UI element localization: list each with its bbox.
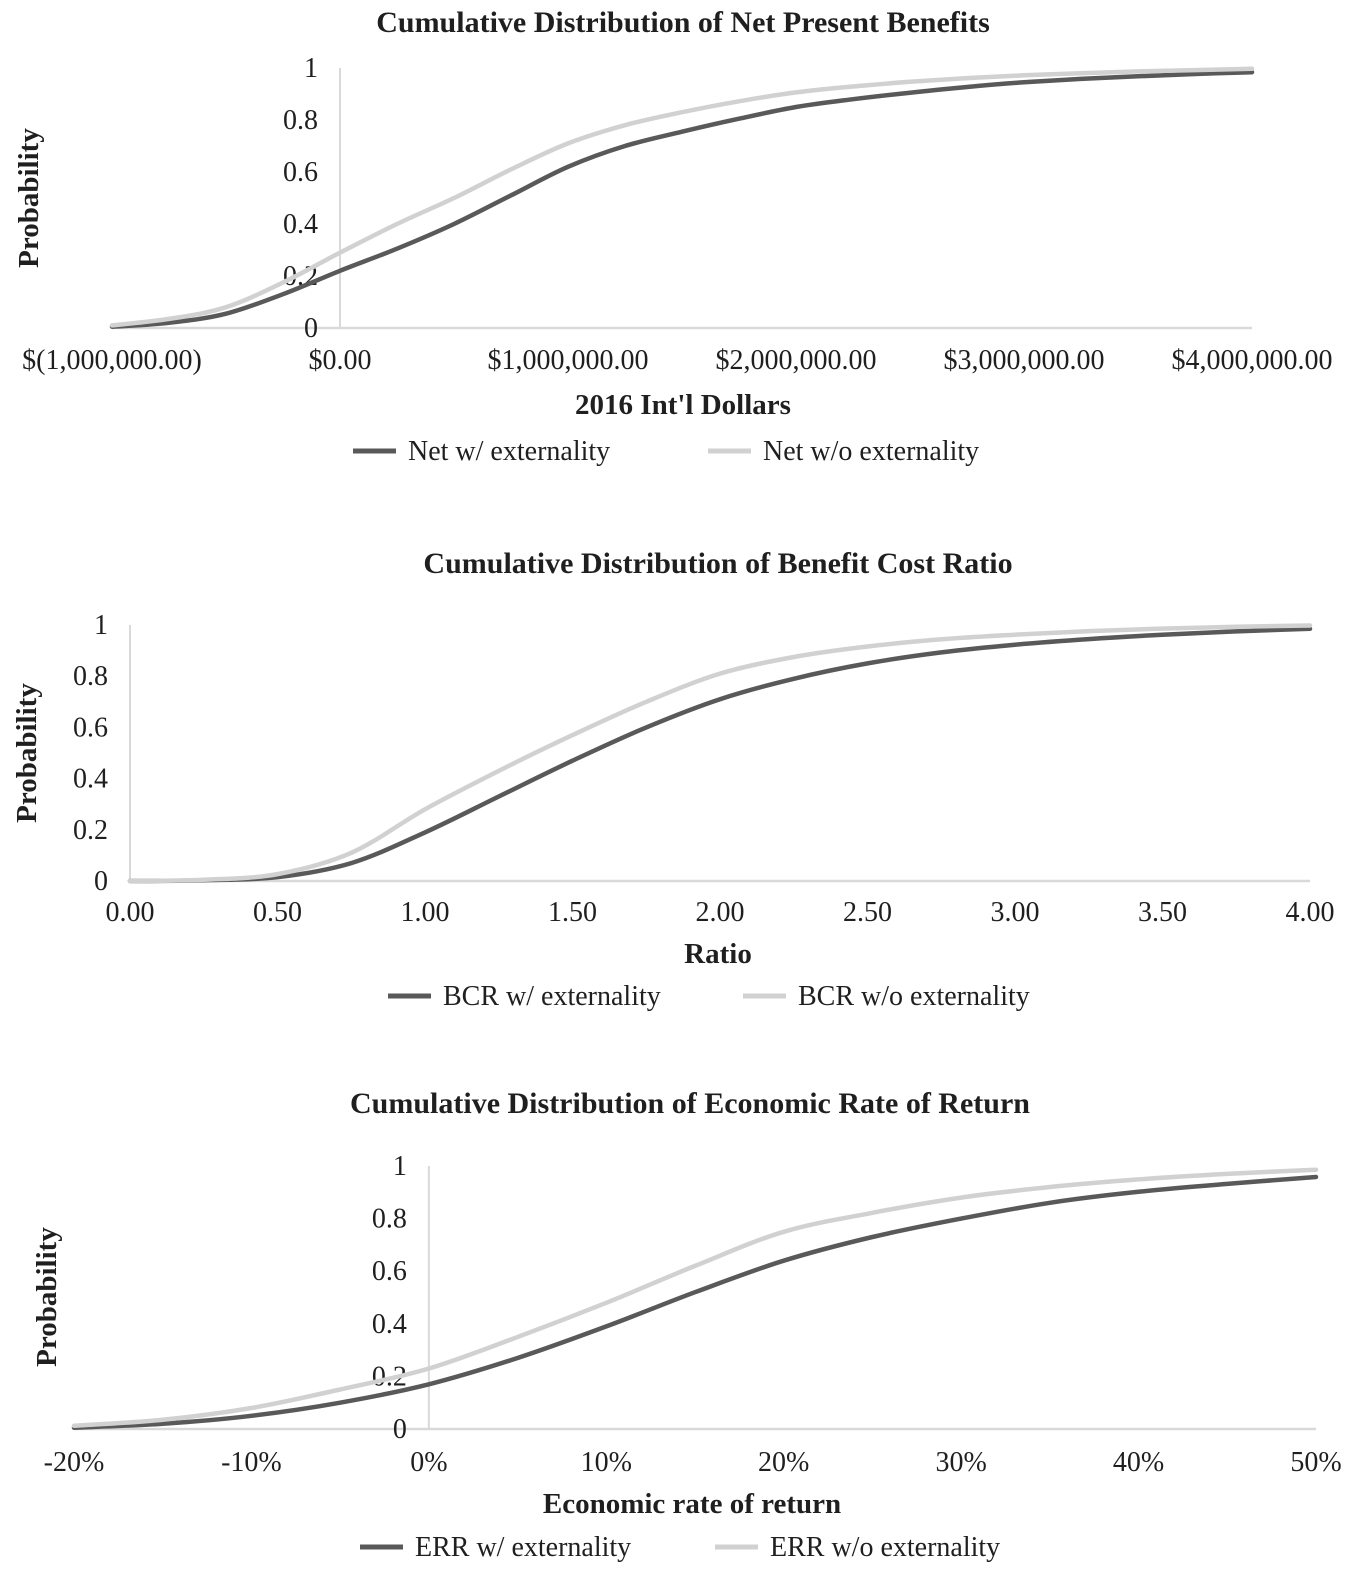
plot-area (22, 53, 1332, 376)
x-axis-title: Ratio (684, 938, 752, 970)
x-tick-label: -10% (221, 1447, 282, 1478)
x-tick-label: 0.50 (253, 897, 302, 928)
x-tick-label: 2.50 (843, 897, 892, 928)
y-tick-label: 0.6 (73, 712, 108, 744)
series-curve (130, 626, 1310, 882)
y-tick-label: 0.2 (371, 1361, 407, 1393)
y-tick-label: 0.8 (73, 661, 108, 693)
x-axis-title: 2016 Int'l Dollars (575, 389, 791, 421)
chart-bcr (0, 520, 1365, 1060)
chart-title: Cumulative Distribution of Economic Rate of Return (350, 1087, 1030, 1120)
y-tick-label: 1 (304, 53, 318, 84)
x-tick-label: $2,000,000.00 (715, 345, 877, 376)
legend-label-light: ERR w/o externality (770, 1532, 1001, 1563)
x-tick-label: 4.00 (1285, 897, 1335, 928)
legend (388, 981, 1030, 1012)
y-tick-label: 0.6 (283, 157, 318, 188)
x-tick-label: $4,000,000.00 (1171, 345, 1333, 376)
x-tick-label: 3.00 (990, 897, 1040, 928)
y-axis-title: Probability (13, 128, 45, 268)
y-tick-label: 0.2 (283, 261, 318, 292)
x-tick-label: 20% (758, 1447, 810, 1478)
x-tick-label: 1.50 (548, 897, 597, 928)
series-curve (74, 1170, 1316, 1426)
y-tick-label: 1 (392, 1151, 407, 1182)
y-tick-label: 0 (304, 313, 318, 344)
x-tick-label: 0.00 (105, 897, 155, 928)
x-tick-label: 40% (1112, 1447, 1165, 1478)
y-tick-label: 0 (392, 1414, 407, 1445)
y-tick-label: 0 (94, 866, 108, 897)
y-tick-label: 0.2 (73, 814, 108, 846)
legend-label-light: BCR w/o externality (798, 981, 1030, 1012)
x-tick-label: 50% (1290, 1447, 1342, 1478)
y-tick-label: 0.4 (283, 209, 318, 240)
series-curve (130, 629, 1310, 881)
legend-label-dark: ERR w/ externality (415, 1532, 632, 1563)
x-tick-label: $1,000,000.00 (487, 345, 649, 376)
x-tick-label: $0.00 (308, 345, 372, 376)
x-tick-label: 1.00 (400, 897, 450, 928)
x-tick-label: 10% (580, 1447, 632, 1478)
x-axis-title: Economic rate of return (542, 1488, 842, 1520)
x-tick-label: -20% (43, 1447, 105, 1478)
legend-label-dark: Net w/ externality (408, 436, 611, 467)
chart-title: Cumulative Distribution of Net Present Benefits (376, 6, 990, 39)
chart-err (0, 1060, 1365, 1586)
y-tick-label: 0.4 (73, 763, 108, 795)
legend (353, 436, 979, 467)
y-axis-title: Probability (11, 683, 43, 823)
legend-label-light: Net w/o externality (763, 436, 980, 467)
series-curve (74, 1177, 1316, 1428)
x-tick-label: $3,000,000.00 (943, 345, 1105, 376)
legend (360, 1532, 1000, 1563)
plot-area (73, 610, 1335, 928)
chart-npb (0, 0, 1365, 520)
y-tick-label: 0.8 (283, 105, 318, 136)
y-tick-label: 0.6 (371, 1256, 407, 1288)
x-tick-label: 0% (410, 1447, 448, 1478)
x-tick-label: 3.50 (1138, 897, 1187, 928)
y-tick-label: 0.8 (371, 1203, 407, 1235)
y-tick-label: 0.4 (371, 1308, 407, 1340)
y-axis-title: Probability (31, 1227, 63, 1367)
x-tick-label: 2.00 (695, 897, 745, 928)
plot-area (44, 1151, 1342, 1478)
chart-title: Cumulative Distribution of Benefit Cost Ratio (423, 547, 1013, 580)
x-tick-label: 30% (935, 1447, 987, 1478)
y-tick-label: 1 (94, 610, 108, 641)
x-tick-label: $(1,000,000.00) (22, 345, 202, 376)
legend-label-dark: BCR w/ externality (443, 981, 661, 1012)
